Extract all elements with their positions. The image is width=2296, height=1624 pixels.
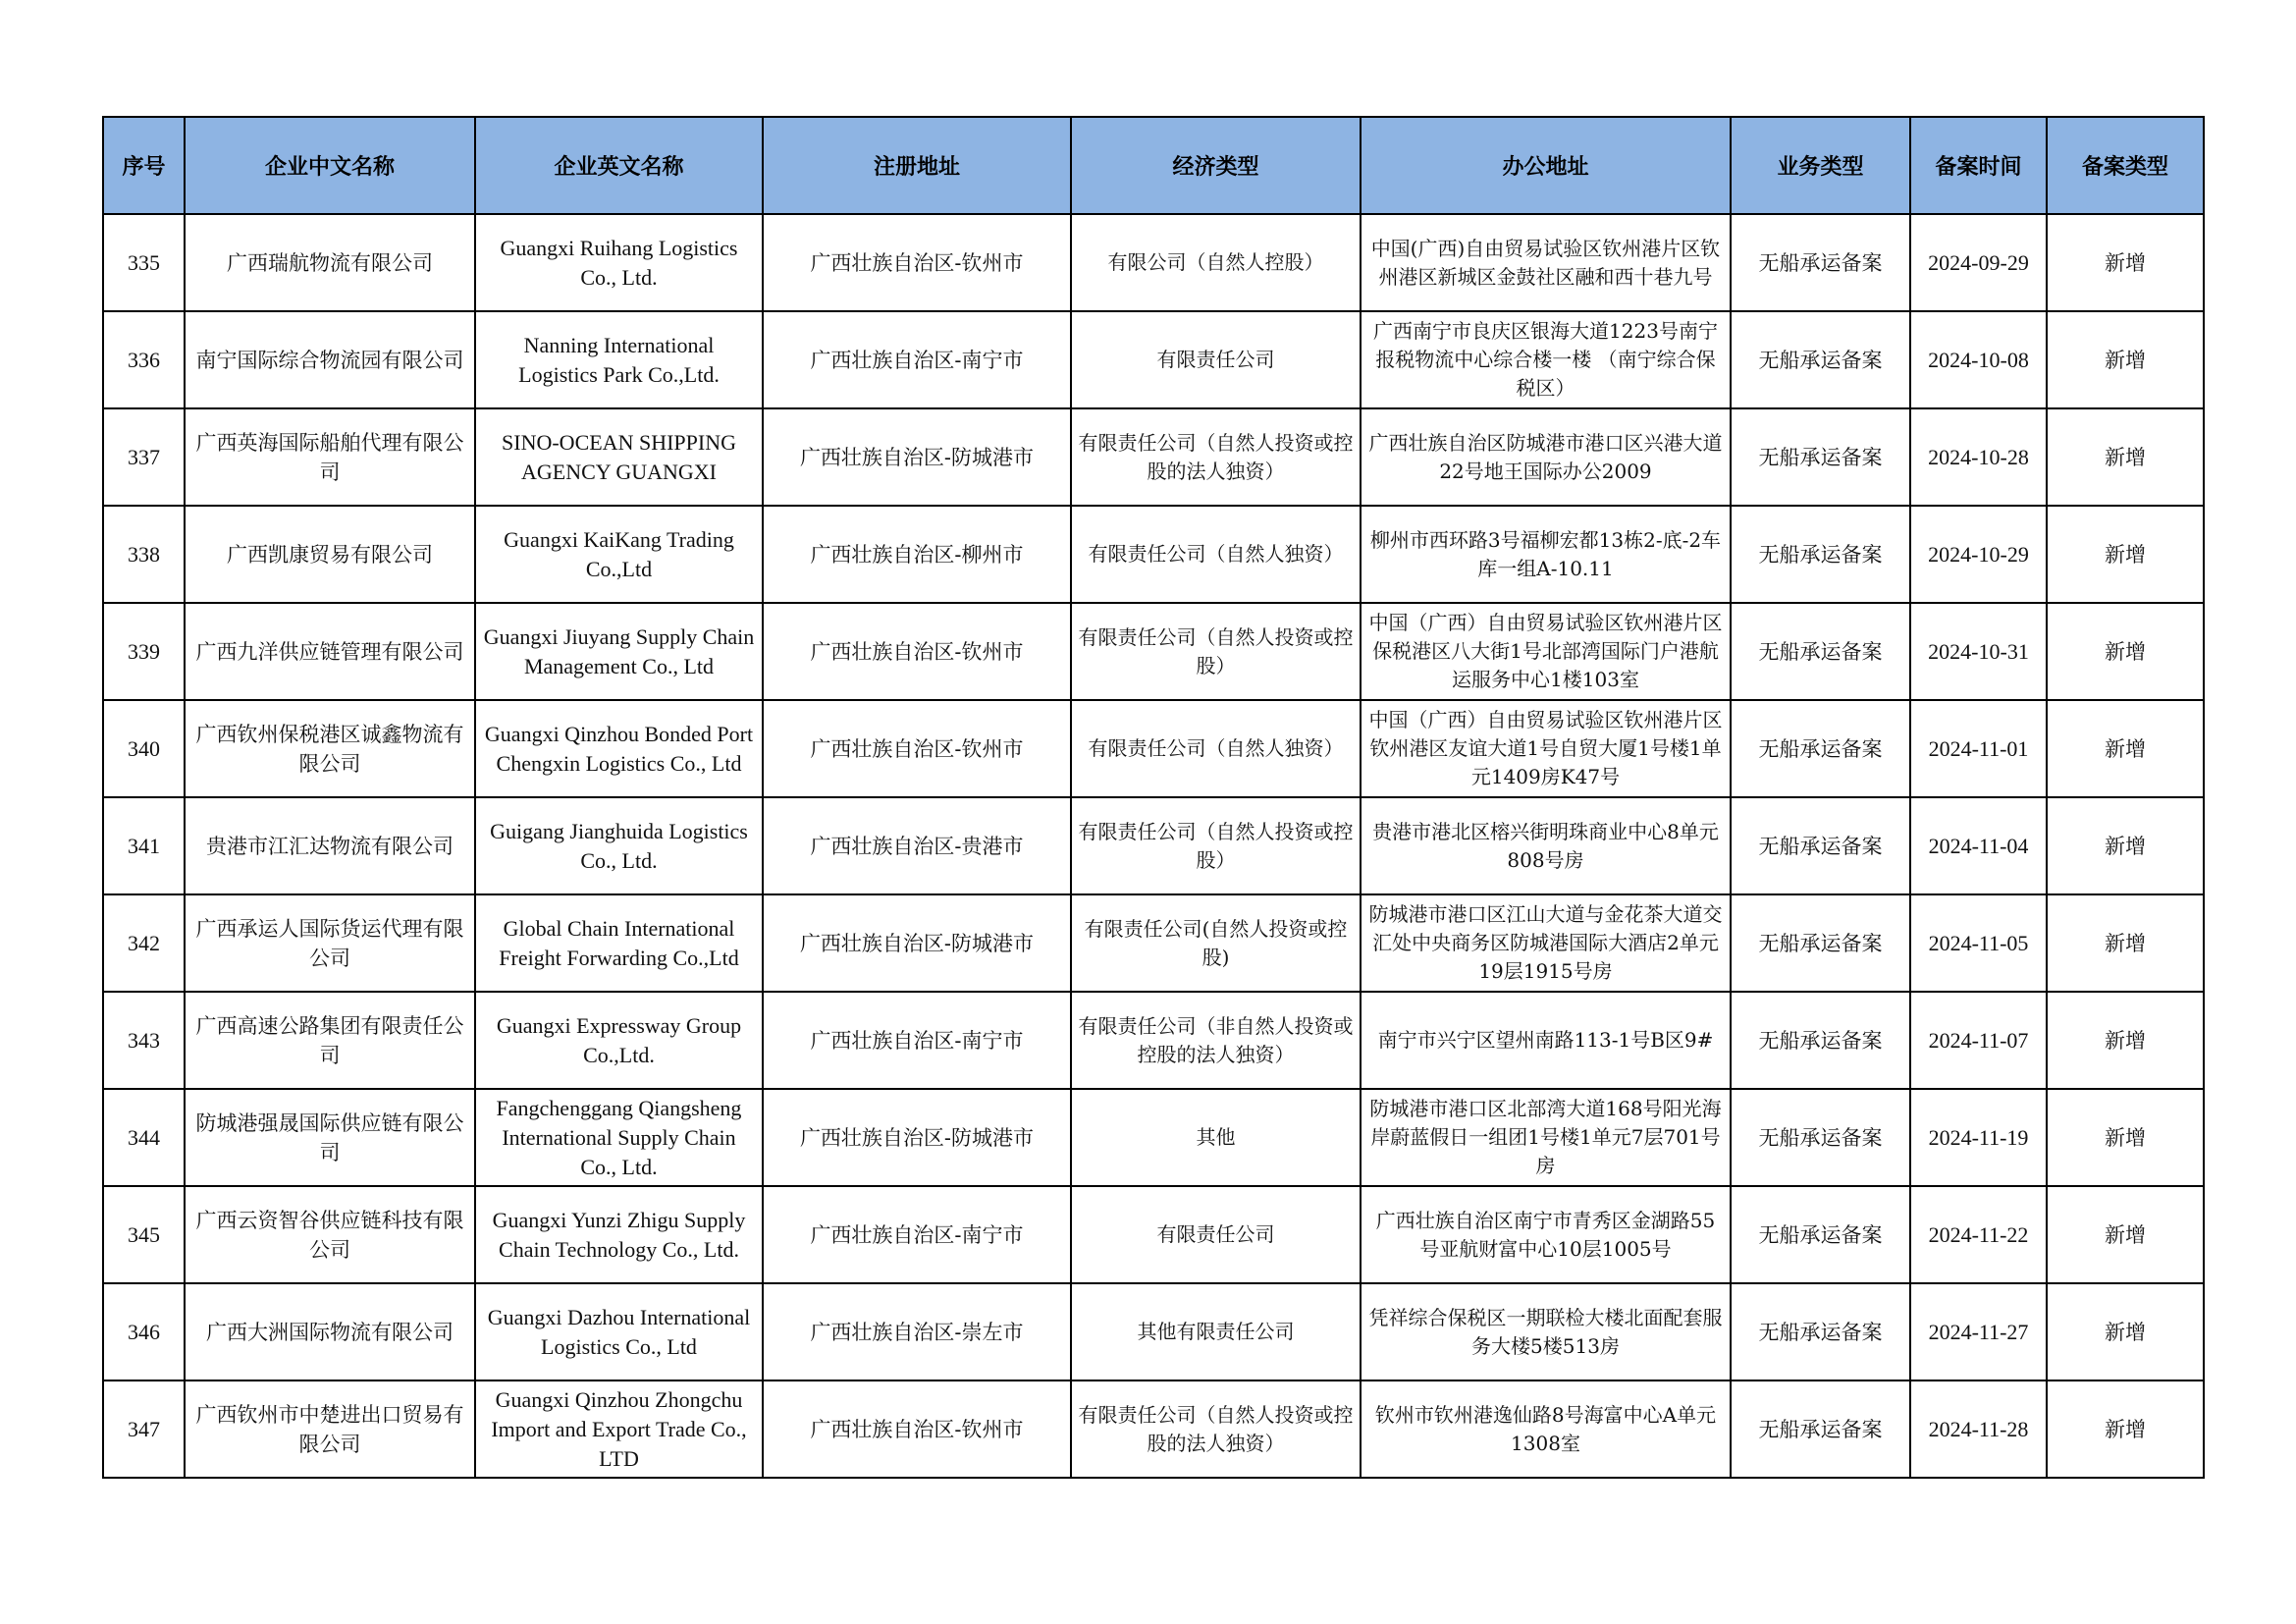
cell-econ-type: 有限责任公司(自然人投资或控股)	[1071, 894, 1361, 992]
cell-en-name: Guangxi Dazhou International Logistics Co., Ltd	[475, 1283, 763, 1380]
table-row	[103, 992, 2204, 1089]
cell-office-addr: 贵港市港北区榕兴街明珠商业中心8单元808号房	[1361, 797, 1731, 894]
cell-filing-type: 新增	[2047, 506, 2204, 603]
header-date: 备案时间	[1910, 117, 2047, 214]
cell-filing-type: 新增	[2047, 992, 2204, 1089]
header-reg-addr: 注册地址	[763, 117, 1071, 214]
cell-no: 344	[103, 1089, 185, 1186]
cell-office-addr: 柳州市西环路3号福柳宏都13栋2-底-2车库一组A-10.11	[1361, 506, 1731, 603]
cell-biz-type: 无船承运备案	[1731, 214, 1910, 311]
cell-econ-type: 有限公司（自然人控股）	[1071, 214, 1361, 311]
cell-biz-type: 无船承运备案	[1731, 506, 1910, 603]
cell-filing-type: 新增	[2047, 1380, 2204, 1478]
cell-biz-type: 无船承运备案	[1731, 1186, 1910, 1283]
cell-cn-name: 广西云资智谷供应链科技有限公司	[185, 1186, 475, 1283]
cell-filing-type: 新增	[2047, 1283, 2204, 1380]
cell-date: 2024-10-31	[1910, 603, 2047, 700]
header-econ-type: 经济类型	[1071, 117, 1361, 214]
cell-no: 342	[103, 894, 185, 992]
cell-econ-type: 其他	[1071, 1089, 1361, 1186]
cell-en-name: SINO-OCEAN SHIPPING AGENCY GUANGXI	[475, 408, 763, 506]
cell-no: 346	[103, 1283, 185, 1380]
cell-biz-type: 无船承运备案	[1731, 1089, 1910, 1186]
table-row	[103, 603, 2204, 700]
cell-no: 345	[103, 1186, 185, 1283]
cell-reg-addr: 广西壮族自治区-南宁市	[763, 311, 1071, 408]
cell-cn-name: 广西瑞航物流有限公司	[185, 214, 475, 311]
header-en-name: 企业英文名称	[475, 117, 763, 214]
table-row	[103, 797, 2204, 894]
cell-no: 336	[103, 311, 185, 408]
cell-office-addr: 钦州市钦州港逸仙路8号海富中心A单元1308室	[1361, 1380, 1731, 1478]
cell-en-name: Guangxi Yunzi Zhigu Supply Chain Technology Co., Ltd.	[475, 1186, 763, 1283]
cell-office-addr: 中国(广西)自由贸易试验区钦州港片区钦州港区新城区金鼓社区融和西十巷九号	[1361, 214, 1731, 311]
cell-cn-name: 广西凯康贸易有限公司	[185, 506, 475, 603]
table-row	[103, 1089, 2204, 1186]
cell-en-name: Guangxi Ruihang Logistics Co., Ltd.	[475, 214, 763, 311]
cell-reg-addr: 广西壮族自治区-防城港市	[763, 1089, 1071, 1186]
cell-cn-name: 广西钦州市中楚进出口贸易有限公司	[185, 1380, 475, 1478]
table-row	[103, 506, 2204, 603]
cell-date: 2024-11-28	[1910, 1380, 2047, 1478]
cell-en-name: Guangxi KaiKang Trading Co.,Ltd	[475, 506, 763, 603]
cell-reg-addr: 广西壮族自治区-南宁市	[763, 1186, 1071, 1283]
cell-econ-type: 有限责任公司	[1071, 311, 1361, 408]
cell-reg-addr: 广西壮族自治区-贵港市	[763, 797, 1071, 894]
table-row	[103, 408, 2204, 506]
cell-filing-type: 新增	[2047, 603, 2204, 700]
cell-econ-type: 有限责任公司（自然人投资或控股的法人独资）	[1071, 408, 1361, 506]
cell-biz-type: 无船承运备案	[1731, 894, 1910, 992]
cell-office-addr: 中国（广西）自由贸易试验区钦州港片区保税港区八大街1号北部湾国际门户港航运服务中心1楼103室	[1361, 603, 1731, 700]
cell-filing-type: 新增	[2047, 797, 2204, 894]
header-biz-type: 业务类型	[1731, 117, 1910, 214]
cell-econ-type: 其他有限责任公司	[1071, 1283, 1361, 1380]
cell-en-name: Guangxi Expressway Group Co.,Ltd.	[475, 992, 763, 1089]
cell-office-addr: 广西壮族自治区南宁市青秀区金湖路55号亚航财富中心10层1005号	[1361, 1186, 1731, 1283]
cell-biz-type: 无船承运备案	[1731, 1283, 1910, 1380]
cell-filing-type: 新增	[2047, 408, 2204, 506]
cell-office-addr: 防城港市港口区江山大道与金花茶大道交汇处中央商务区防城港国际大酒店2单元19层1915号房	[1361, 894, 1731, 992]
table-row	[103, 1186, 2204, 1283]
cell-office-addr: 南宁市兴宁区望州南路113-1号B区9#	[1361, 992, 1731, 1089]
cell-reg-addr: 广西壮族自治区-崇左市	[763, 1283, 1071, 1380]
cell-office-addr: 中国（广西）自由贸易试验区钦州港片区钦州港区友谊大道1号自贸大厦1号楼1单元1409房K47号	[1361, 700, 1731, 797]
cell-en-name: Nanning International Logistics Park Co.,Ltd.	[475, 311, 763, 408]
cell-reg-addr: 广西壮族自治区-南宁市	[763, 992, 1071, 1089]
header-office-addr: 办公地址	[1361, 117, 1731, 214]
cell-date: 2024-11-27	[1910, 1283, 2047, 1380]
cell-filing-type: 新增	[2047, 311, 2204, 408]
cell-office-addr: 广西南宁市良庆区银海大道1223号南宁报税物流中心综合楼一楼 （南宁综合保税区）	[1361, 311, 1731, 408]
cell-econ-type: 有限责任公司（自然人独资）	[1071, 506, 1361, 603]
cell-filing-type: 新增	[2047, 894, 2204, 992]
cell-en-name: Fangchenggang Qiangsheng International Supply Chain Co., Ltd.	[475, 1089, 763, 1186]
cell-date: 2024-11-07	[1910, 992, 2047, 1089]
cell-cn-name: 广西高速公路集团有限责任公司	[185, 992, 475, 1089]
cell-reg-addr: 广西壮族自治区-钦州市	[763, 603, 1071, 700]
table-row	[103, 311, 2204, 408]
cell-cn-name: 广西钦州保税港区诚鑫物流有限公司	[185, 700, 475, 797]
cell-date: 2024-11-04	[1910, 797, 2047, 894]
cell-filing-type: 新增	[2047, 1186, 2204, 1283]
cell-no: 341	[103, 797, 185, 894]
cell-biz-type: 无船承运备案	[1731, 311, 1910, 408]
cell-cn-name: 贵港市江汇达物流有限公司	[185, 797, 475, 894]
registry-table	[102, 116, 2205, 1479]
table-body	[103, 214, 2204, 1478]
table-row	[103, 1380, 2204, 1478]
table-row	[103, 214, 2204, 311]
cell-reg-addr: 广西壮族自治区-钦州市	[763, 700, 1071, 797]
cell-cn-name: 南宁国际综合物流园有限公司	[185, 311, 475, 408]
cell-date: 2024-10-08	[1910, 311, 2047, 408]
header-cn-name: 企业中文名称	[185, 117, 475, 214]
cell-no: 340	[103, 700, 185, 797]
cell-date: 2024-11-05	[1910, 894, 2047, 992]
cell-no: 338	[103, 506, 185, 603]
cell-cn-name: 广西大洲国际物流有限公司	[185, 1283, 475, 1380]
cell-office-addr: 广西壮族自治区防城港市港口区兴港大道22号地王国际办公2009	[1361, 408, 1731, 506]
cell-office-addr: 凭祥综合保税区一期联检大楼北面配套服务大楼5楼513房	[1361, 1283, 1731, 1380]
header-no: 序号	[103, 117, 185, 214]
cell-biz-type: 无船承运备案	[1731, 603, 1910, 700]
cell-reg-addr: 广西壮族自治区-防城港市	[763, 408, 1071, 506]
cell-en-name: Guigang Jianghuida Logistics Co., Ltd.	[475, 797, 763, 894]
cell-reg-addr: 广西壮族自治区-钦州市	[763, 1380, 1071, 1478]
cell-econ-type: 有限责任公司	[1071, 1186, 1361, 1283]
cell-date: 2024-09-29	[1910, 214, 2047, 311]
cell-no: 335	[103, 214, 185, 311]
cell-date: 2024-11-01	[1910, 700, 2047, 797]
cell-reg-addr: 广西壮族自治区-防城港市	[763, 894, 1071, 992]
cell-biz-type: 无船承运备案	[1731, 408, 1910, 506]
cell-cn-name: 广西九洋供应链管理有限公司	[185, 603, 475, 700]
cell-econ-type: 有限责任公司（自然人独资）	[1071, 700, 1361, 797]
cell-econ-type: 有限责任公司（自然人投资或控股的法人独资）	[1071, 1380, 1361, 1478]
cell-date: 2024-10-29	[1910, 506, 2047, 603]
cell-en-name: Guangxi Qinzhou Bonded Port Chengxin Logistics Co., Ltd	[475, 700, 763, 797]
cell-biz-type: 无船承运备案	[1731, 700, 1910, 797]
cell-reg-addr: 广西壮族自治区-柳州市	[763, 506, 1071, 603]
cell-reg-addr: 广西壮族自治区-钦州市	[763, 214, 1071, 311]
cell-biz-type: 无船承运备案	[1731, 1380, 1910, 1478]
cell-no: 343	[103, 992, 185, 1089]
cell-date: 2024-10-28	[1910, 408, 2047, 506]
cell-econ-type: 有限责任公司（非自然人投资或控股的法人独资）	[1071, 992, 1361, 1089]
table-row	[103, 894, 2204, 992]
cell-no: 347	[103, 1380, 185, 1478]
cell-no: 337	[103, 408, 185, 506]
cell-cn-name: 广西承运人国际货运代理有限公司	[185, 894, 475, 992]
cell-cn-name: 防城港强晟国际供应链有限公司	[185, 1089, 475, 1186]
table-row	[103, 700, 2204, 797]
cell-filing-type: 新增	[2047, 1089, 2204, 1186]
cell-biz-type: 无船承运备案	[1731, 992, 1910, 1089]
cell-no: 339	[103, 603, 185, 700]
cell-en-name: Guangxi Qinzhou Zhongchu Import and Export Trade Co., LTD	[475, 1380, 763, 1478]
cell-date: 2024-11-19	[1910, 1089, 2047, 1186]
cell-en-name: Guangxi Jiuyang Supply Chain Management Co., Ltd	[475, 603, 763, 700]
cell-en-name: Global Chain International Freight Forwarding Co.,Ltd	[475, 894, 763, 992]
header-filing-type: 备案类型	[2047, 117, 2204, 214]
table-header-row	[103, 117, 2204, 214]
cell-biz-type: 无船承运备案	[1731, 797, 1910, 894]
cell-filing-type: 新增	[2047, 214, 2204, 311]
cell-filing-type: 新增	[2047, 700, 2204, 797]
cell-cn-name: 广西英海国际船舶代理有限公司	[185, 408, 475, 506]
cell-econ-type: 有限责任公司（自然人投资或控股）	[1071, 603, 1361, 700]
cell-office-addr: 防城港市港口区北部湾大道168号阳光海岸蔚蓝假日一组团1号楼1单元7层701号房	[1361, 1089, 1731, 1186]
cell-econ-type: 有限责任公司（自然人投资或控股）	[1071, 797, 1361, 894]
table-row	[103, 1283, 2204, 1380]
cell-date: 2024-11-22	[1910, 1186, 2047, 1283]
